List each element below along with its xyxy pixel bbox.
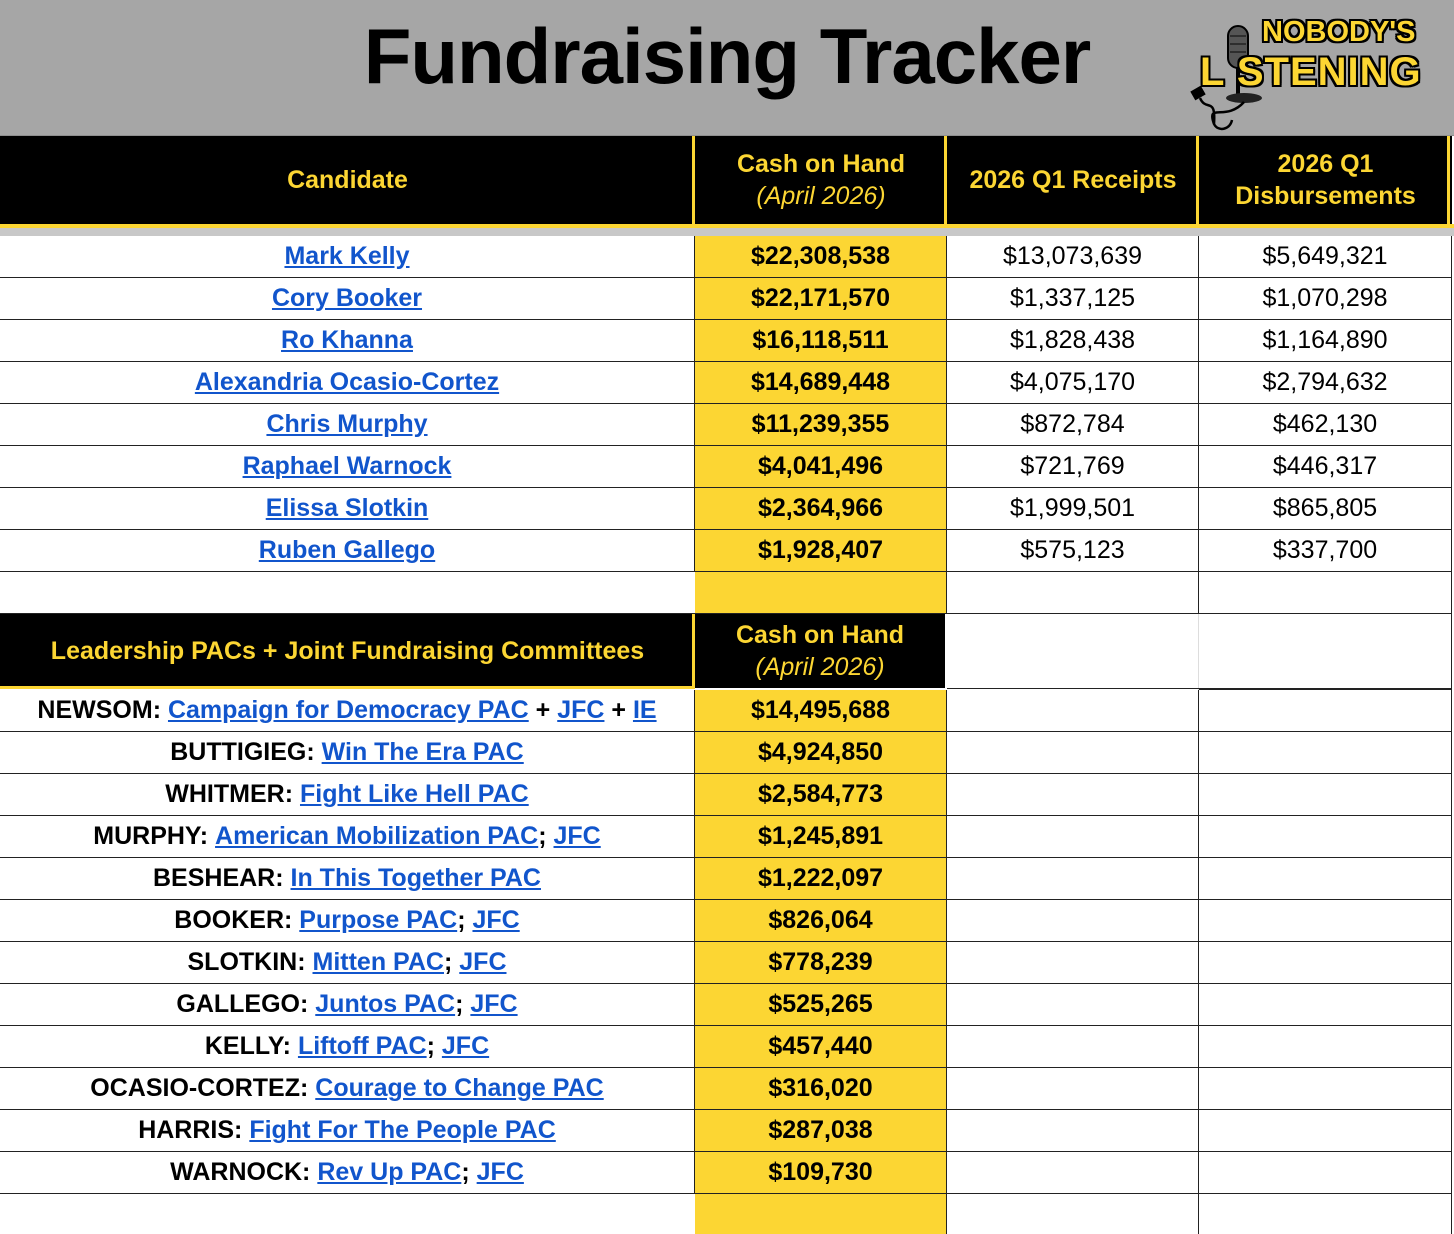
committee-link[interactable]: Liftoff PAC bbox=[297, 1032, 427, 1060]
header-q1-disbursements bbox=[1199, 136, 1452, 224]
header-divider bbox=[1196, 136, 1199, 224]
committee-cell bbox=[0, 732, 695, 774]
committee-cell bbox=[0, 1110, 695, 1152]
disbursements-cell: $865,805 bbox=[1199, 488, 1452, 530]
empty-cell[interactable] bbox=[1199, 1110, 1452, 1152]
header-cash-date: (April 2026) bbox=[756, 182, 886, 210]
empty-cell[interactable] bbox=[695, 572, 947, 614]
empty-cell[interactable] bbox=[1199, 984, 1452, 1026]
header-committee bbox=[0, 614, 695, 688]
candidate-cell bbox=[0, 404, 695, 446]
committee-link[interactable]: Mitten PAC bbox=[312, 948, 444, 976]
disbursements-cell: $1,164,890 bbox=[1199, 320, 1452, 362]
committee-link[interactable]: Rev Up PAC bbox=[317, 1158, 462, 1186]
frozen-row-divider bbox=[0, 228, 1454, 236]
header-divider bbox=[692, 614, 695, 688]
disbursements-cell: $5,649,321 bbox=[1199, 236, 1452, 278]
receipts-cell: $721,769 bbox=[947, 446, 1199, 488]
table-row bbox=[0, 404, 1454, 446]
cash-on-hand-cell: $826,064 bbox=[695, 900, 947, 942]
empty-cell[interactable] bbox=[947, 858, 1199, 900]
header-divider bbox=[944, 136, 947, 224]
empty-cell[interactable] bbox=[1199, 942, 1452, 984]
receipts-cell: $1,828,438 bbox=[947, 320, 1199, 362]
cash-on-hand-cell: $4,041,496 bbox=[695, 446, 947, 488]
committee-cell bbox=[0, 774, 695, 816]
committee-cell bbox=[0, 858, 695, 900]
empty-row bbox=[0, 1194, 1454, 1234]
receipts-cell: $1,337,125 bbox=[947, 278, 1199, 320]
committee-link[interactable]: JFC bbox=[557, 696, 605, 724]
empty-cell[interactable] bbox=[1199, 732, 1452, 774]
header-receipts-label: 2026 Q1 Receipts bbox=[969, 166, 1177, 194]
cash-on-hand-cell: $2,584,773 bbox=[695, 774, 947, 816]
committee-owner: BOOKER: bbox=[174, 906, 300, 934]
committee-owner: BUTTIGIEG: bbox=[170, 738, 322, 766]
header-disb-line2: Disbursements bbox=[1235, 182, 1416, 210]
separator-text: ; bbox=[455, 990, 471, 1018]
committee-link[interactable]: American Mobilization PAC bbox=[215, 822, 539, 850]
candidate-cell bbox=[0, 320, 695, 362]
cash-on-hand-cell: $14,495,688 bbox=[695, 690, 947, 732]
table-row bbox=[0, 690, 1454, 732]
committee-link[interactable]: JFC bbox=[553, 822, 601, 850]
cash-on-hand-cell: $1,245,891 bbox=[695, 816, 947, 858]
disbursements-cell: $1,070,298 bbox=[1199, 278, 1452, 320]
empty-cell[interactable] bbox=[1199, 1194, 1452, 1234]
table-row bbox=[0, 362, 1454, 404]
empty-cell[interactable] bbox=[947, 1026, 1199, 1068]
candidate-link[interactable]: Cory Booker bbox=[271, 284, 423, 312]
candidate-link[interactable]: Chris Murphy bbox=[266, 410, 428, 438]
table-row bbox=[0, 984, 1454, 1026]
table-row bbox=[0, 1110, 1454, 1152]
candidate-link[interactable]: Raphael Warnock bbox=[242, 452, 452, 480]
receipts-cell: $872,784 bbox=[947, 404, 1199, 446]
empty-cell[interactable] bbox=[947, 816, 1199, 858]
committee-link[interactable]: Campaign for Democracy PAC bbox=[167, 696, 529, 724]
committee-owner: MURPHY: bbox=[93, 822, 216, 850]
cash-on-hand-cell: $287,038 bbox=[695, 1110, 947, 1152]
table-row bbox=[0, 732, 1454, 774]
nobodys-listening-logo[interactable] bbox=[1186, 12, 1446, 134]
cash-on-hand-cell: $1,928,407 bbox=[695, 530, 947, 572]
header-underline bbox=[0, 686, 695, 689]
separator-text: ; bbox=[461, 1158, 477, 1186]
receipts-cell: $1,999,501 bbox=[947, 488, 1199, 530]
table-row bbox=[0, 1152, 1454, 1194]
logo-text-top: NOBODY'S bbox=[1262, 16, 1416, 48]
disbursements-cell: $446,317 bbox=[1199, 446, 1452, 488]
empty-cell[interactable] bbox=[947, 1152, 1199, 1194]
committee-link[interactable]: JFC bbox=[476, 1158, 524, 1186]
cash-on-hand-cell: $11,239,355 bbox=[695, 404, 947, 446]
committee-owner: NEWSOM: bbox=[37, 696, 168, 724]
disbursements-cell: $337,700 bbox=[1199, 530, 1452, 572]
candidate-cell bbox=[0, 236, 695, 278]
committee-link[interactable]: Courage to Change PAC bbox=[315, 1074, 604, 1102]
committee-cell bbox=[0, 690, 695, 732]
committee-link[interactable]: JFC bbox=[459, 948, 507, 976]
committee-cell bbox=[0, 1152, 695, 1194]
receipts-cell: $575,123 bbox=[947, 530, 1199, 572]
committee-owner: KELLY: bbox=[204, 1032, 298, 1060]
empty-cell[interactable] bbox=[1199, 1152, 1452, 1194]
committee-link[interactable]: JFC bbox=[441, 1032, 490, 1060]
committee-owner: HARRIS: bbox=[138, 1116, 250, 1144]
header-pac-cash-label: Cash on Hand bbox=[735, 621, 905, 649]
cash-on-hand-cell: $14,689,448 bbox=[695, 362, 947, 404]
committee-link[interactable]: In This Together PAC bbox=[290, 864, 541, 892]
separator-text: ; bbox=[426, 1032, 442, 1060]
header-candidate-label: Candidate bbox=[287, 166, 408, 194]
separator-text: ; bbox=[443, 948, 460, 976]
empty-cell[interactable] bbox=[947, 774, 1199, 816]
committee-cell bbox=[0, 1068, 695, 1110]
committee-owner: WARNOCK: bbox=[170, 1158, 318, 1186]
header-pac-cash-on-hand bbox=[695, 614, 945, 688]
committee-owner: SLOTKIN: bbox=[187, 948, 313, 976]
candidate-cell bbox=[0, 488, 695, 530]
candidate-cell bbox=[0, 446, 695, 488]
empty-cell[interactable] bbox=[695, 1194, 947, 1234]
empty-cell[interactable] bbox=[947, 1068, 1199, 1110]
table-row bbox=[0, 1068, 1454, 1110]
table-row bbox=[0, 278, 1454, 320]
cash-on-hand-cell: $316,020 bbox=[695, 1068, 947, 1110]
empty-cell[interactable] bbox=[1199, 1068, 1452, 1110]
table-row bbox=[0, 942, 1454, 984]
cash-on-hand-cell: $109,730 bbox=[695, 1152, 947, 1194]
table-row bbox=[0, 900, 1454, 942]
header-pac-cash-date: (April 2026) bbox=[755, 653, 885, 681]
empty-cell[interactable] bbox=[947, 942, 1199, 984]
committee-owner: OCASIO-CORTEZ: bbox=[90, 1074, 316, 1102]
cash-on-hand-cell: $525,265 bbox=[695, 984, 947, 1026]
cash-on-hand-cell: $1,222,097 bbox=[695, 858, 947, 900]
row-divider bbox=[947, 688, 1452, 689]
committee-link[interactable]: Fight For The People PAC bbox=[249, 1116, 556, 1144]
page-title: Fundraising Tracker bbox=[363, 12, 1091, 100]
title-banner bbox=[0, 0, 1454, 136]
header-committee-label: Leadership PACs + Joint Fundraising Committees bbox=[50, 637, 645, 665]
empty-cell[interactable] bbox=[1199, 816, 1452, 858]
candidate-cell bbox=[0, 278, 695, 320]
cash-on-hand-cell: $4,924,850 bbox=[695, 732, 947, 774]
table-row bbox=[0, 530, 1454, 572]
committee-owner: GALLEGO: bbox=[176, 990, 316, 1018]
table-row bbox=[0, 1026, 1454, 1068]
cash-on-hand-cell: $457,440 bbox=[695, 1026, 947, 1068]
committee-link[interactable]: Win The Era PAC bbox=[321, 738, 524, 766]
empty-cell[interactable] bbox=[947, 900, 1199, 942]
separator-text: + bbox=[528, 696, 558, 724]
candidate-cell bbox=[0, 530, 695, 572]
disbursements-cell: $462,130 bbox=[1199, 404, 1452, 446]
header-divider bbox=[1447, 136, 1450, 224]
table-row bbox=[0, 236, 1454, 278]
candidate-link[interactable]: Alexandria Ocasio-Cortez bbox=[194, 368, 500, 396]
separator-text: + bbox=[604, 696, 633, 724]
committee-cell bbox=[0, 900, 695, 942]
empty-cell[interactable] bbox=[947, 984, 1199, 1026]
cash-on-hand-cell: $22,171,570 bbox=[695, 278, 947, 320]
table-row bbox=[0, 774, 1454, 816]
committee-cell bbox=[0, 984, 695, 1026]
receipts-cell: $13,073,639 bbox=[947, 236, 1199, 278]
empty-cell[interactable] bbox=[947, 732, 1199, 774]
cash-on-hand-cell: $22,308,538 bbox=[695, 236, 947, 278]
candidate-link[interactable]: Elissa Slotkin bbox=[265, 494, 429, 522]
committee-cell bbox=[0, 816, 695, 858]
committee-link[interactable]: JFC bbox=[470, 990, 518, 1018]
header-q1-receipts bbox=[947, 136, 1199, 224]
empty-cell[interactable] bbox=[1199, 900, 1452, 942]
candidate-link[interactable]: Ro Khanna bbox=[281, 326, 413, 354]
empty-cell[interactable] bbox=[0, 572, 695, 614]
empty-row bbox=[0, 572, 1454, 614]
empty-cell[interactable] bbox=[1199, 690, 1452, 732]
table-row bbox=[0, 858, 1454, 900]
empty-cell[interactable] bbox=[947, 690, 1199, 732]
committee-link[interactable]: Purpose PAC bbox=[299, 906, 458, 934]
logo-text-bottom: L STENING bbox=[1200, 50, 1422, 94]
empty-cell[interactable] bbox=[947, 1194, 1199, 1234]
cash-on-hand-cell: $16,118,511 bbox=[695, 320, 947, 362]
empty-cell[interactable] bbox=[1199, 1026, 1452, 1068]
committee-link[interactable]: Juntos PAC bbox=[315, 990, 456, 1018]
header-candidate bbox=[0, 136, 695, 224]
committee-cell bbox=[0, 942, 695, 984]
table-row bbox=[0, 816, 1454, 858]
candidate-cell bbox=[0, 362, 695, 404]
committee-cell bbox=[0, 1026, 695, 1068]
candidate-link[interactable]: Mark Kelly bbox=[284, 242, 410, 270]
committee-link[interactable]: IE bbox=[632, 696, 657, 724]
empty-cell[interactable] bbox=[1199, 774, 1452, 816]
table-row bbox=[0, 488, 1454, 530]
committee-link[interactable]: JFC bbox=[472, 906, 520, 934]
separator-text: ; bbox=[457, 906, 473, 934]
empty-cell[interactable] bbox=[947, 572, 1199, 614]
empty-cell[interactable] bbox=[947, 1110, 1199, 1152]
empty-cell[interactable] bbox=[1199, 614, 1452, 690]
committee-owner: BESHEAR: bbox=[153, 864, 291, 892]
separator-text: ; bbox=[538, 822, 554, 850]
header-cash-label: Cash on Hand bbox=[736, 150, 906, 178]
cash-on-hand-cell: $2,364,966 bbox=[695, 488, 947, 530]
committee-owner: WHITMER: bbox=[165, 780, 300, 808]
disbursements-cell: $2,794,632 bbox=[1199, 362, 1452, 404]
empty-cell[interactable] bbox=[947, 614, 1199, 690]
empty-cell[interactable] bbox=[1199, 858, 1452, 900]
table-row bbox=[0, 446, 1454, 488]
header-disb-line1: 2026 Q1 bbox=[1277, 150, 1374, 178]
cash-on-hand-cell: $778,239 bbox=[695, 942, 947, 984]
empty-cell[interactable] bbox=[0, 1194, 695, 1234]
candidate-link[interactable]: Ruben Gallego bbox=[258, 536, 436, 564]
committee-link[interactable]: Fight Like Hell PAC bbox=[299, 780, 529, 808]
receipts-cell: $4,075,170 bbox=[947, 362, 1199, 404]
header-cash-on-hand bbox=[695, 136, 947, 224]
table-row bbox=[0, 320, 1454, 362]
empty-cell[interactable] bbox=[1199, 572, 1452, 614]
header-divider bbox=[692, 136, 695, 224]
